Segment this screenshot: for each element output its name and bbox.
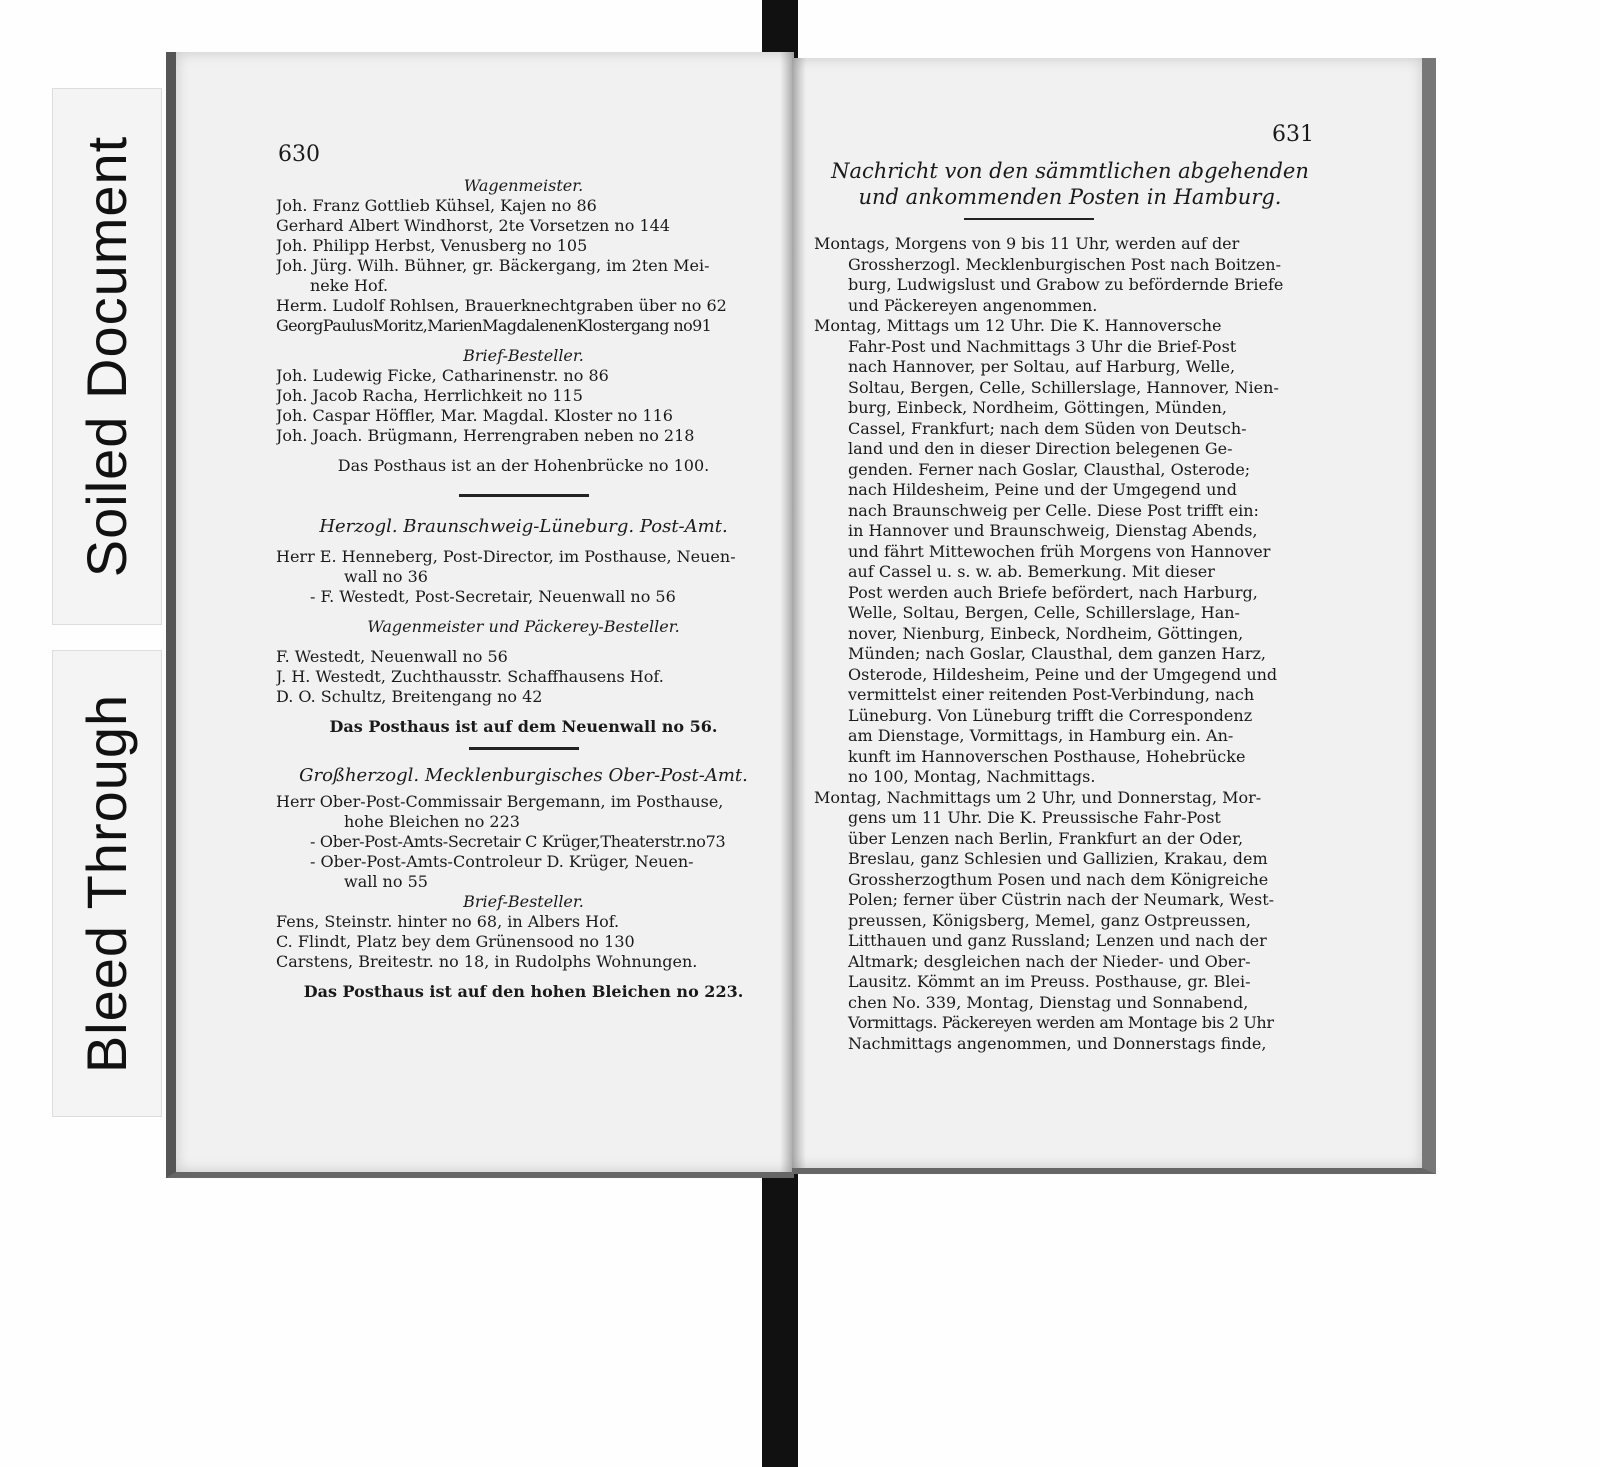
text-line: Fens, Steinstr. hinter no 68, in Albers Hof. [276,912,620,931]
text-line: auf Cassel u. s. w. ab. Bemerkung. Mit dieser [848,562,1215,581]
text-line: Fahr-Post und Nachmittags 3 Uhr die Brief-Post [848,336,1237,356]
text-line: Grossherzogthum Posen und nach dem Königreiche [848,869,1269,889]
text-line: Breslau, ganz Schlesien und Gallizien, Krakau, dem [848,849,1268,868]
text-line: genden. Ferner nach Goslar, Clausthal, Osterode; [848,459,1251,479]
text-line: Montag, Nachmittags um 2 Uhr, und Donnerstag, Mor- [814,787,1262,807]
section-divider [469,747,579,750]
wagenmeister-paeckerey-heading: Wagenmeister und Päckerey-Besteller. [367,617,680,636]
text-line: Herm. Ludolf Rohlsen, Brauerknechtgraben über no 62 [276,296,727,315]
text-line: gens um 11 Uhr. Die K. Preussische Fahr-Post [848,808,1221,827]
brief-besteller-heading: Brief-Besteller. [463,346,584,365]
text-line: und Päckereyen angenommen. [848,295,1098,315]
soiled-document-label [52,88,162,625]
text-line: und fährt Mittewochen früh Morgens von Hannover [848,541,1271,561]
text-line: - F. Westedt, Post-Secretair, Neuenwall no 56 [310,587,676,606]
text-line: D. O. Schultz, Breitengang no 42 [276,687,543,706]
text-line: kunft im Hannoverschen Posthause, Hohebrücke [848,746,1246,766]
text-line: GeorgPaulusMoritz,MarienMagdalenenKlostergang no91 [276,316,712,335]
brief-besteller-heading: Brief-Besteller. [463,892,584,911]
text-line: Montag, Mittags um 12 Uhr. Die K. Hannoversche [814,316,1222,335]
text-line: wall no 36 [344,567,428,586]
text-line: hohe Bleichen no 223 [344,812,520,831]
text-line: Montags, Morgens von 9 bis 11 Uhr, werden auf der [814,234,1240,253]
posthaus-note: Das Posthaus ist an der Hohenbrücke no 100. [337,456,710,475]
text-line: Lausitz. Kömmt an im Preuss. Posthause, gr. Blei- [848,972,1251,991]
right-gutter-shadow [792,58,806,1168]
text-line: Polen; ferner über Cüstrin nach der Neumark, West- [848,890,1275,909]
text-line: F. Westedt, Neuenwall no 56 [276,647,508,666]
text-line: Joh. Franz Gottlieb Kühsel, Kajen no 86 [276,196,597,215]
text-line: Joh. Joach. Brügmann, Herrengraben neben no 218 [276,426,695,445]
text-line: Joh. Ludewig Ficke, Catharinenstr. no 86 [276,366,609,385]
text-line: nach Hildesheim, Peine und der Umgegend und [848,480,1237,499]
text-line: Joh. Philipp Herbst, Venusberg no 105 [276,236,588,255]
paragraph-monday-noon [814,316,1326,788]
bleed-through-label [52,650,162,1117]
braunschweig-heading: Herzogl. Braunschweig-Lüneburg. Post-Amt. [319,516,728,537]
text-line: Lüneburg. Von Lüneburg trifft die Correspondenz [848,705,1253,725]
left-page [166,52,794,1178]
text-line: Joh. Jürg. Wilh. Bühner, gr. Bäckergang, im 2ten Mei- [276,256,710,275]
text-line: Cassel, Frankfurt; nach dem Süden von Deutsch- [848,418,1247,438]
posthaus-note: Das Posthaus ist auf dem Neuenwall no 56. [329,717,718,736]
right-page [792,58,1436,1174]
text-line: land und den in dieser Direction belegenen Ge- [848,439,1233,458]
bleed-through-text: Bleed Through [75,693,139,1074]
right-title-line-2: und ankommenden Posten in Hamburg. [858,185,1282,209]
text-line: burg, Ludwigslust und Grabow zu befördernde Briefe [848,275,1284,294]
text-line: am Dienstage, Vormittags, in Hamburg ein. An- [848,726,1234,745]
text-line: Herr E. Henneberg, Post-Director, im Posthause, Neuen- [276,547,736,566]
left-page-number: 630 [278,142,320,167]
right-title-line-1: Nachricht von den sämmtlichen abgehenden [831,159,1309,183]
text-line: Münden; nach Goslar, Clausthal, dem ganzen Harz, [848,644,1266,663]
text-line: Post werden auch Briefe befördert, nach Harburg, [848,582,1258,602]
right-page-content [814,158,1326,1054]
text-line: Osterode, Hildesheim, Peine und der Umgegend und [848,664,1278,684]
text-line: Nachmittags angenommen, und Donnerstags finde, [848,1033,1267,1053]
text-line: Litthauen und ganz Russland; Lenzen und nach der [848,931,1267,950]
text-line: Altmark; desgleichen nach der Nieder- und Ober- [848,951,1251,971]
posthaus-note: Das Posthaus ist auf den hohen Bleichen no 223. [303,982,744,1001]
text-line: wall no 55 [344,872,428,891]
text-line: Soltau, Bergen, Celle, Schillerslage, Hannover, Nien- [848,377,1279,397]
section-divider [459,494,589,497]
paragraph-monday-afternoon [814,788,1326,1055]
text-line: in Hannover und Braunschweig, Dienstag Abends, [848,521,1258,540]
text-line: burg, Einbeck, Nordheim, Göttingen, Münden, [848,398,1227,417]
text-line: Joh. Jacob Racha, Herrlichkeit no 115 [276,386,583,405]
text-line: nach Braunschweig per Celle. Diese Post trifft ein: [848,500,1259,520]
text-line: über Lenzen nach Berlin, Frankfurt an der Oder, [848,828,1244,848]
text-line: Vormittags. Päckereyen werden am Montage bis 2 Uhr [848,1013,1274,1032]
text-line: - Ober-Post-Amts-Controleur D. Krüger, Neuen- [310,852,694,871]
text-line: J. H. Westedt, Zuchthausstr. Schaffhausens Hof. [276,667,664,686]
text-line: - Ober-Post-Amts-Secretair C Krüger,Theaterstr.no73 [310,832,726,851]
left-page-content [276,138,771,1002]
paragraph-monday-morning [814,234,1326,316]
text-line: no 100, Montag, Nachmittags. [848,767,1096,786]
text-line: Carstens, Breitestr. no 18, in Rudolphs Wohnungen. [276,952,698,971]
text-line: nach Hannover, per Soltau, auf Harburg, Welle, [848,357,1236,376]
text-line: Welle, Soltau, Bergen, Celle, Schillerslage, Han- [848,603,1240,622]
text-line: preussen, Königsberg, Memel, ganz Ostpreussen, [848,910,1251,930]
text-line: Joh. Caspar Höffler, Mar. Magdal. Kloster no 116 [276,406,673,425]
mecklenburg-heading: Großherzogl. Mecklenburgisches Ober-Post-Amt. [299,765,748,786]
soiled-document-text: Soiled Document [75,135,139,578]
title-divider [964,218,1094,220]
text-line: Gerhard Albert Windhorst, 2te Vorsetzen no 144 [276,216,670,235]
wagenmeister-heading: Wagenmeister. [463,176,584,195]
text-line: Grossherzogl. Mecklenburgischen Post nach Boitzen- [848,254,1282,274]
text-line: neke Hof. [310,276,389,295]
text-line: Herr Ober-Post-Commissair Bergemann, im Posthause, [276,792,724,811]
text-line: chen No. 339, Montag, Dienstag und Sonnabend, [848,992,1249,1012]
text-line: C. Flindt, Platz bey dem Grünensood no 130 [276,932,635,951]
text-line: vermittelst einer reitenden Post-Verbindung, nach [848,685,1255,704]
right-page-number: 631 [1272,122,1314,147]
text-line: nover, Nienburg, Einbeck, Nordheim, Göttingen, [848,623,1244,643]
